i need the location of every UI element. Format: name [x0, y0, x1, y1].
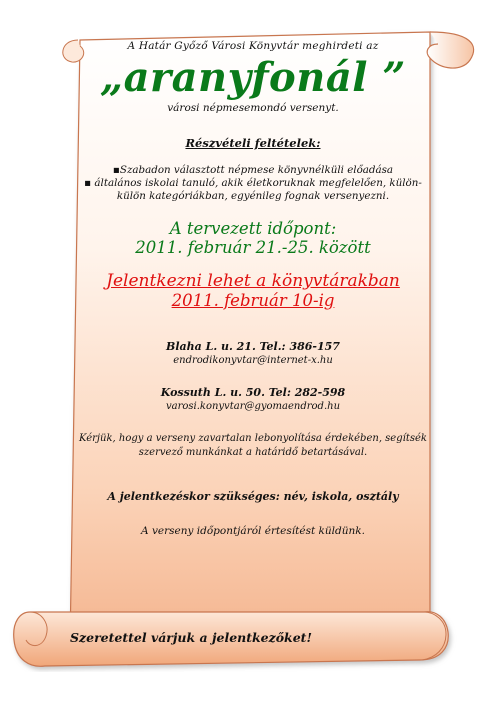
flyer-content: [78, 40, 428, 537]
library-email: endrodikonyvtar@internet-x.hu: [173, 355, 333, 366]
registration-requirements: A jelentkezéskor szükséges: név, iskola, osztály: [107, 490, 399, 503]
event-subtitle: városi népmesemondó versenyt.: [167, 102, 339, 114]
library-address: Blaha L. u. 21. Tel.: 386-157: [166, 340, 340, 353]
registration-line: Jelentkezni lehet a könyvtárakban: [106, 271, 400, 291]
welcome-text: Szeretettel várjuk a jelentkezőket!: [70, 630, 312, 645]
condition-item: ▪Szabadon választott népmese könyvnélküli előadása: [112, 164, 394, 176]
conditions-heading: Részvételi feltételek:: [185, 136, 321, 150]
event-title: „aranyfonál ”: [100, 54, 406, 101]
request-text: Kérjük, hogy a verseny zavartalan lebonyolítása érdekében, segítsék szervező munkánkat a határidő betartásával.: [79, 433, 427, 458]
planned-date-range: 2011. február 21.-25. között: [135, 238, 371, 257]
condition-item: ▪ általános iskolai tanuló, akik életkoruknak megfelelően, külön-külön kategóriákban, egyénileg fognak versenyezni.: [84, 177, 422, 202]
registration-deadline: 2011. február 10-ig: [171, 291, 335, 310]
intro-text: A Határ Győző Városi Könyvtár meghirdeti az: [127, 40, 379, 52]
library-email: varosi.konyvtar@gyomaendrod.hu: [165, 401, 341, 412]
library-address: Kossuth L. u. 50. Tel: 282-598: [160, 386, 346, 399]
notification-text: A verseny időpontjáról értesítést küldünk.: [141, 525, 365, 537]
planned-date-title: A tervezett időpont:: [169, 219, 337, 238]
